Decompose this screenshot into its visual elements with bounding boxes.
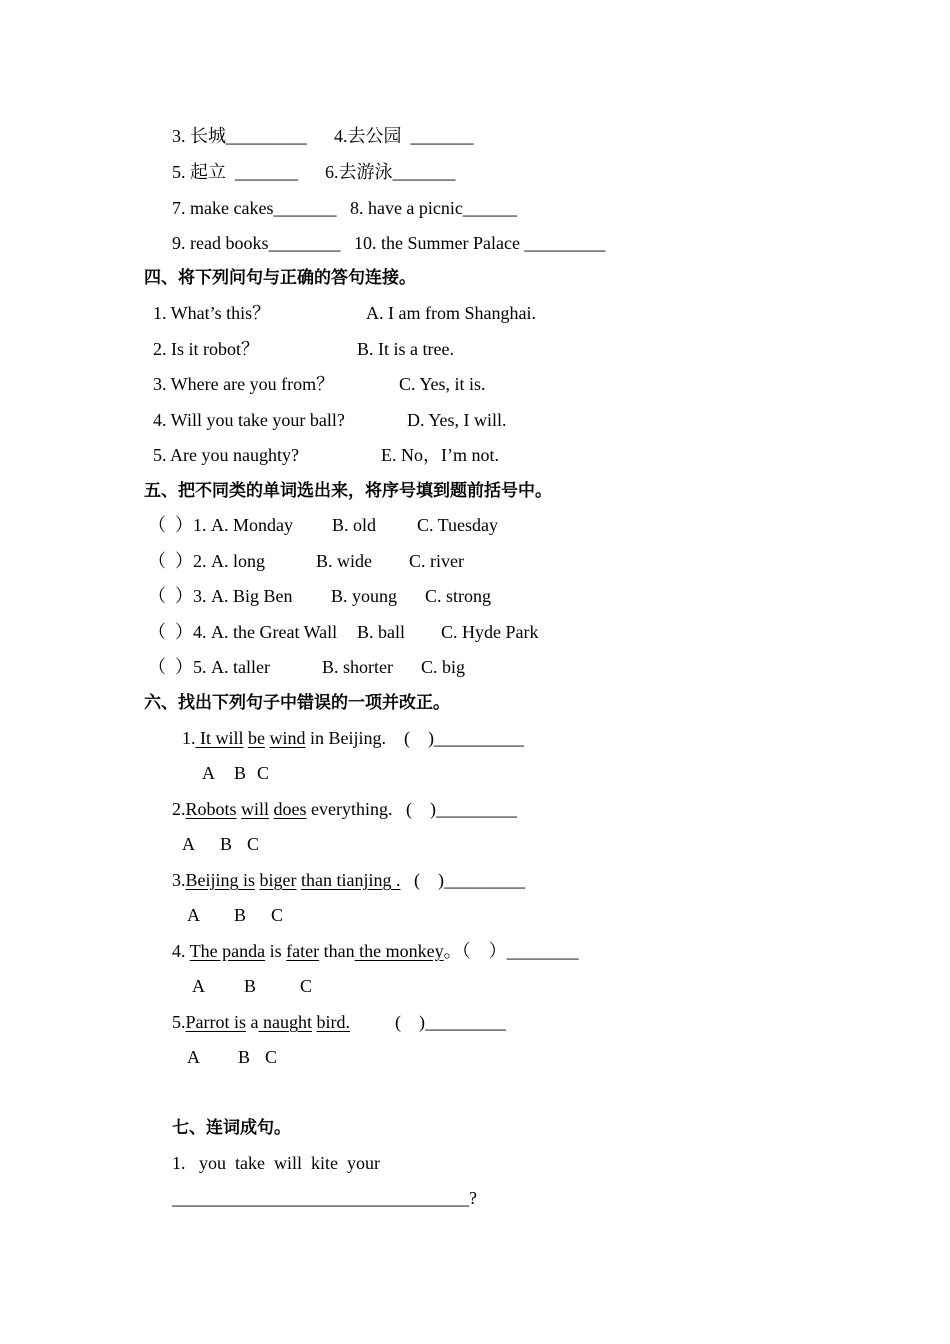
- section-6-title: 六、找出下列句子中错误的一项并改正。: [144, 693, 450, 713]
- odd-one-out-3-c: C. strong: [425, 586, 492, 606]
- letter-b: B: [234, 905, 247, 925]
- error-sentence-1: 1. It will be wind in Beijing. ( )__________: [182, 728, 524, 748]
- part-c: the monkey: [354, 941, 444, 961]
- part-a: Parrot is: [185, 1012, 246, 1032]
- letter-a: A: [187, 1047, 200, 1067]
- part-b: biger: [259, 870, 297, 890]
- odd-one-out-2-c: C. river: [409, 551, 464, 571]
- letter-a: A: [182, 834, 195, 854]
- section-5-title: 五、把不同类的单词选出来，将序号填到题前括号中。: [144, 481, 552, 501]
- odd-one-out-4-b: B. ball: [357, 622, 405, 642]
- letter-a: A: [202, 763, 215, 783]
- letter-b: B: [244, 976, 257, 996]
- letter-c: C: [271, 905, 284, 925]
- translation-line-3-4: 3. 长城_________ 4.去公园 _______: [172, 126, 474, 146]
- match-question-4: 4. Will you take your ball?: [153, 410, 345, 430]
- odd-one-out-4-c: C. Hyde Park: [441, 622, 539, 642]
- letter-a: A: [192, 976, 205, 996]
- match-question-3: 3. Where are you from？: [153, 374, 335, 394]
- match-answer-c: C. Yes, it is.: [399, 374, 486, 394]
- odd-one-out-1-b: B. old: [332, 515, 377, 535]
- part-c: does: [273, 799, 307, 819]
- odd-one-out-5-a: （ ）5. A. taller: [148, 657, 270, 677]
- part-a: It will: [195, 728, 244, 748]
- odd-one-out-1-c: C. Tuesday: [417, 515, 499, 535]
- odd-one-out-5-c: C. big: [421, 657, 466, 677]
- part-b: fater: [286, 941, 320, 961]
- part-c: wind: [269, 728, 306, 748]
- error-sentence-2: 2.Robots will does everything. ( )_________: [172, 799, 517, 819]
- translation-line-5-6: 5. 起立 _______ 6.去游泳_______: [172, 162, 456, 182]
- letter-b: B: [220, 834, 233, 854]
- match-answer-a: A. I am from Shanghai.: [366, 303, 536, 323]
- error-sentence-4: 4. The panda is fater than the monkey。（ ）________: [172, 941, 579, 961]
- odd-one-out-2-b: B. wide: [316, 551, 372, 571]
- part-a: Robots: [185, 799, 237, 819]
- letter-b: B: [238, 1047, 251, 1067]
- letter-c: C: [265, 1047, 278, 1067]
- part-b: be: [248, 728, 265, 748]
- odd-one-out-3-b: B. young: [331, 586, 398, 606]
- match-question-1: 1. What’s this？: [153, 303, 271, 323]
- part-a: Beijing is: [185, 870, 256, 890]
- error-sentence-3: 3.Beijing is biger than tianjing . ( )_________: [172, 870, 525, 890]
- match-answer-b: B. It is a tree.: [357, 339, 454, 359]
- match-question-5: 5. Are you naughty?: [153, 445, 299, 465]
- section-4-title: 四、将下列问句与正确的答句连接。: [144, 268, 416, 288]
- letter-b: B: [234, 763, 247, 783]
- part-c: than tianjing .: [301, 870, 401, 890]
- letter-c: C: [257, 763, 270, 783]
- odd-one-out-5-b: B. shorter: [322, 657, 393, 677]
- match-answer-e: E. No，I’m not.: [381, 445, 499, 465]
- part-c: bird.: [316, 1012, 350, 1032]
- letter-a: A: [187, 905, 200, 925]
- error-sentence-5: 5.Parrot is a naught bird. ( )_________: [172, 1012, 506, 1032]
- odd-one-out-3-a: （ ）3. A. Big Ben: [148, 586, 293, 606]
- odd-one-out-4-a: （ ）4. A. the Great Wall: [148, 622, 338, 642]
- odd-one-out-1-a: （ ）1. A. Monday: [148, 515, 293, 535]
- translation-line-7-8: 7. make cakes_______ 8. have a picnic______: [172, 198, 517, 218]
- section-7-title: 七、连词成句。: [172, 1118, 291, 1138]
- letter-c: C: [247, 834, 260, 854]
- odd-one-out-2-a: （ ）2. A. long: [148, 551, 265, 571]
- part-b: naught: [258, 1012, 312, 1032]
- letter-c: C: [300, 976, 313, 996]
- translation-line-9-10: 9. read books________ 10. the Summer Palace _________: [172, 233, 606, 253]
- word-order-answer-line: _________________________________?: [172, 1188, 477, 1208]
- word-order-question-1: 1. you take will kite your: [172, 1153, 380, 1173]
- part-b: will: [241, 799, 270, 819]
- match-question-2: 2. Is it robot？: [153, 339, 259, 359]
- match-answer-d: D. Yes, I will.: [407, 410, 507, 430]
- part-a: The panda: [189, 941, 266, 961]
